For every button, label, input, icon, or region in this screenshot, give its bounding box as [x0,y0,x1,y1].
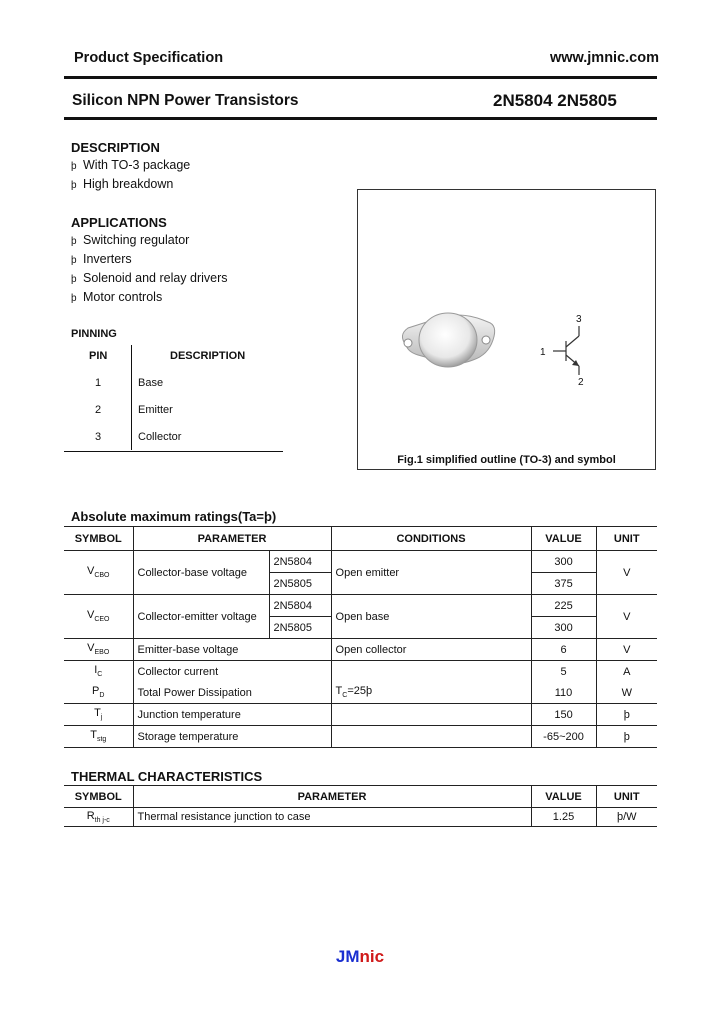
description-header: DESCRIPTION [170,350,246,362]
table-header-row [64,786,657,808]
unit-cell: A [596,661,657,683]
description-item: þ High breakdown [71,177,174,191]
unit-cell: þ [596,704,657,726]
applications-title: APPLICATIONS [71,215,167,230]
bullet-icon: þ [71,274,77,285]
subtitle-rule [64,117,657,120]
ratings-table [64,526,657,748]
part-numbers: 2N5804 2N5805 [493,91,617,110]
unit-cell: þ [596,726,657,748]
table-row [64,704,657,726]
pin-number: 1 [95,377,102,389]
ratings-title: Absolute maximum ratings(Ta=þ) [71,509,277,524]
unit-header: UNIT [596,786,657,808]
pinning-divider [131,345,132,450]
product-subtitle: Silicon NPN Power Transistors [72,92,299,109]
value-cell: 225 [531,595,596,617]
symbol-cell: $T_{stg}$ [64,726,133,748]
application-item: þ Inverters [71,252,132,266]
table-row [64,595,657,617]
symbol-cell: $P_D$ [64,682,133,704]
condition-cell: $T_C=25þ$ [331,682,531,704]
parameter-cell: Collector current [133,661,331,683]
description-title: DESCRIPTION [71,140,160,155]
parameter-cell: Collector-base voltage [133,551,269,595]
parameter-cell: Junction temperature [133,704,331,726]
parameter-cell: Collector-emitter voltage [133,595,269,639]
application-item: þ Switching regulator [71,233,190,247]
pin-description: Collector [138,431,182,443]
part-cell: 2N5805 [269,573,331,595]
table-row [64,551,657,573]
npn-symbol [553,326,579,375]
header-rule [64,76,657,79]
pin-description: Emitter [138,404,173,416]
to3-package-illustration [358,190,655,469]
parameter-cell: Thermal resistance junction to case [133,808,531,827]
thermal-title: THERMAL CHARACTERISTICS [71,769,263,784]
value-cell: 150 [531,704,596,726]
table-row [64,639,657,661]
symbol-pin-label: 1 [540,347,546,358]
pin-header: PIN [89,350,108,362]
thermal-table [64,785,657,827]
table-row [64,661,657,683]
parameter-header: PARAMETER [133,786,531,808]
symbol-cell: $V_{EBO}$ [64,639,133,661]
unit-cell: V [596,595,657,639]
conditions-header: CONDITIONS [331,527,531,551]
logo-nic: nic [359,947,385,966]
table-row [64,808,657,827]
bullet-icon: þ [71,255,77,266]
value-cell: 300 [531,617,596,639]
table-header-row [64,527,657,551]
table-row [64,726,657,748]
condition-cell: Open collector [331,639,531,661]
value-cell: -65~200 [531,726,596,748]
pinning-title: PINNING [71,328,117,340]
pin-description: Base [138,377,164,389]
unit-cell: V [596,639,657,661]
parameter-header: PARAMETER [133,527,331,551]
symbol-cell: $I_C$ [64,661,133,683]
symbol-cell: $R_{th j-c}$ [64,808,133,827]
application-item: þ Motor controls [71,290,163,304]
part-cell: 2N5805 [269,617,331,639]
condition-cell [331,726,531,748]
bullet-icon: þ [71,161,77,172]
symbol-cell: $T_j$ [64,704,133,726]
unit-cell: þ/W [596,808,657,827]
value-cell: 5 [531,661,596,683]
logo-jm: JM [335,947,360,966]
pin-number: 2 [95,404,102,416]
condition-cell: Open emitter [331,551,531,595]
pin-number: 3 [95,431,102,443]
mount-hole [404,339,412,347]
parameter-cell: Emitter-base voltage [133,639,331,661]
condition-cell [331,704,531,726]
value-cell: 375 [531,573,596,595]
part-cell: 2N5804 [269,595,331,617]
symbol-pin-label: 2 [578,377,584,388]
part-cell: 2N5804 [269,551,331,573]
description-item: þ With TO-3 package [71,158,191,172]
symbol-header: SYMBOL [64,527,133,551]
value-header: VALUE [531,786,596,808]
bullet-icon: þ [71,236,77,247]
figure-caption: Fig.1 simplified outline (TO-3) and symbol [397,454,616,466]
header-website[interactable]: www.jmnic.com [549,50,659,66]
symbol-cell: $V_{CBO}$ [64,551,133,595]
header-left-title: Product Specification [74,50,224,66]
mount-hole [482,336,490,344]
table-row [64,682,657,704]
value-cell: 110 [531,682,596,704]
parameter-cell: Storage temperature [133,726,331,748]
unit-cell: V [596,551,657,595]
unit-cell: W [596,682,657,704]
pinning-table [64,345,283,452]
bullet-icon: þ [71,293,77,304]
application-item: þ Solenoid and relay drivers [71,271,228,285]
bullet-icon: þ [71,180,77,191]
condition-cell: Open base [331,595,531,639]
footer-logo [0,947,720,967]
symbol-cell: $V_{CEO}$ [64,595,133,639]
symbol-header: SYMBOL [64,786,133,808]
can [419,313,477,367]
parameter-cell: Total Power Dissipation [133,682,331,704]
symbol-pin-label: 3 [576,314,582,325]
value-cell: 300 [531,551,596,573]
figure-box [357,189,656,470]
value-header: VALUE [531,527,596,551]
value-cell: 1.25 [531,808,596,827]
value-cell: 6 [531,639,596,661]
condition-cell [331,661,531,683]
unit-header: UNIT [596,527,657,551]
